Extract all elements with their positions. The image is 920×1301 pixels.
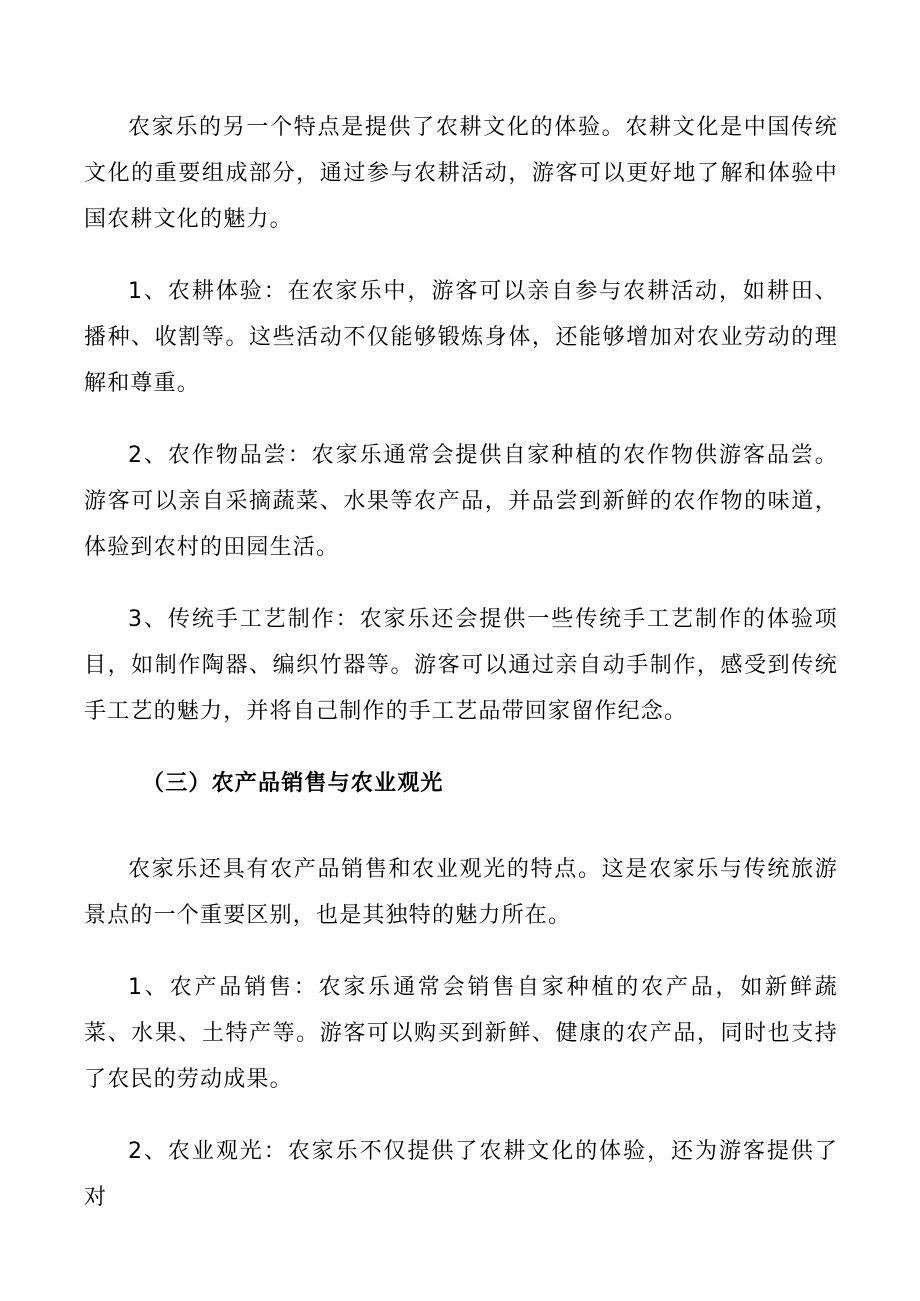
paragraph-farming-culture-intro: 农家乐的另一个特点是提供了农耕文化的体验。农耕文化是中国传统文化的重要组成部分，通过参与农耕活动，游客可以更好地了解和体验中国农耕文化的魅力。 (84, 115, 838, 232)
paragraph-traditional-handicraft: 3、传统手工艺制作：农家乐还会提供一些传统手工艺制作的体验项目，如制作陶器、编织竹器等。游客可以通过亲自动手制作，感受到传统手工艺的魅力，并将自己制作的手工艺品带回家留作纪念。 (84, 607, 838, 724)
paragraph-sales-tourism-intro: 农家乐还具有农产品销售和农业观光的特点。这是农家乐与传统旅游景点的一个重要区别，也是其独特的魅力所在。 (84, 857, 838, 928)
paragraph-farming-experience: 1、农耕体验：在农家乐中，游客可以亲自参与农耕活动，如耕田、播种、收割等。这些活动不仅能够锻炼身体，还能够增加对农业劳动的理解和尊重。 (84, 279, 838, 396)
paragraph-crop-tasting: 2、农作物品尝：农家乐通常会提供自家种植的农作物供游客品尝。游客可以亲自采摘蔬菜、水果等农产品，并品尝到新鲜的农作物的味道，体验到农村的田园生活。 (84, 443, 838, 560)
paragraph-agricultural-tourism: 2、农业观光：农家乐不仅提供了农耕文化的体验，还为游客提供了对 (84, 1139, 838, 1210)
section-heading-product-sales-tourism: （三）农产品销售与农业观光 (142, 771, 444, 796)
paragraph-product-sales: 1、农产品销售：农家乐通常会销售自家种植的农产品，如新鲜蔬菜、水果、土特产等。游客可以购买到新鲜、健康的农产品，同时也支持了农民的劳动成果。 (84, 975, 838, 1092)
